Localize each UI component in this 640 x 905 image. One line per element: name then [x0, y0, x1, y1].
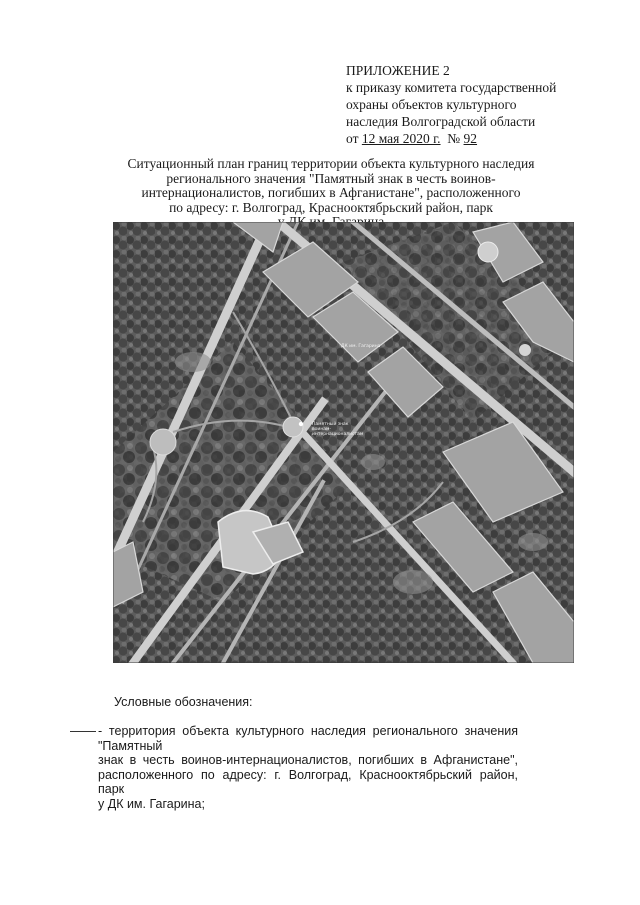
boundary-line-symbol	[70, 731, 96, 732]
marker-label-2: воинам-	[312, 427, 332, 432]
number-sign: №	[447, 131, 461, 146]
title-line-2: регионального значения "Памятный знак в честь воинов-	[166, 170, 496, 186]
appendix-line-3: наследия Волгоградской области	[346, 114, 536, 129]
satellite-map	[113, 222, 574, 663]
legend-title: Условные обозначения:	[114, 695, 253, 709]
appendix-date-line	[346, 130, 626, 147]
order-date: 12 мая 2020 г.	[361, 131, 441, 146]
marker-label-1: Памятный знак	[312, 422, 349, 427]
order-number: 92	[463, 131, 478, 146]
legend-description	[98, 724, 518, 811]
appendix-heading: ПРИЛОЖЕНИЕ 2	[346, 63, 450, 78]
title-line-1: Ситуационный план границ территории объекта культурного наследия	[127, 156, 535, 171]
appendix-header	[346, 62, 626, 147]
plan-title	[96, 157, 566, 230]
legend-line-4: у ДК им. Гагарина;	[98, 796, 205, 811]
monument-marker-icon	[299, 422, 303, 426]
marker-label-3: интернационалистам	[312, 432, 364, 437]
title-line-3: интернационалистов, погибших в Афганистане", расположенного	[141, 185, 521, 200]
legend-line-2: знак в честь воинов-интернационалистов, погибших в Афганистане",	[98, 753, 518, 767]
appendix-line-1: к приказу комитета государственной	[346, 80, 557, 95]
map-building-label: ДК им. Гагарина	[341, 344, 381, 349]
satellite-map-image	[113, 222, 574, 663]
legend-line-1: - территория объекта культурного наследия регионального значения "Памятный	[98, 724, 518, 753]
appendix-line-2: охраны объектов культурного	[346, 97, 517, 112]
date-prefix: от	[346, 131, 359, 146]
title-line-4: по адресу: г. Волгоград, Краснооктябрьский район, парк	[169, 199, 493, 215]
legend-line-3: расположенного по адресу: г. Волгоград, Краснооктябрьский район, парк	[98, 767, 518, 796]
